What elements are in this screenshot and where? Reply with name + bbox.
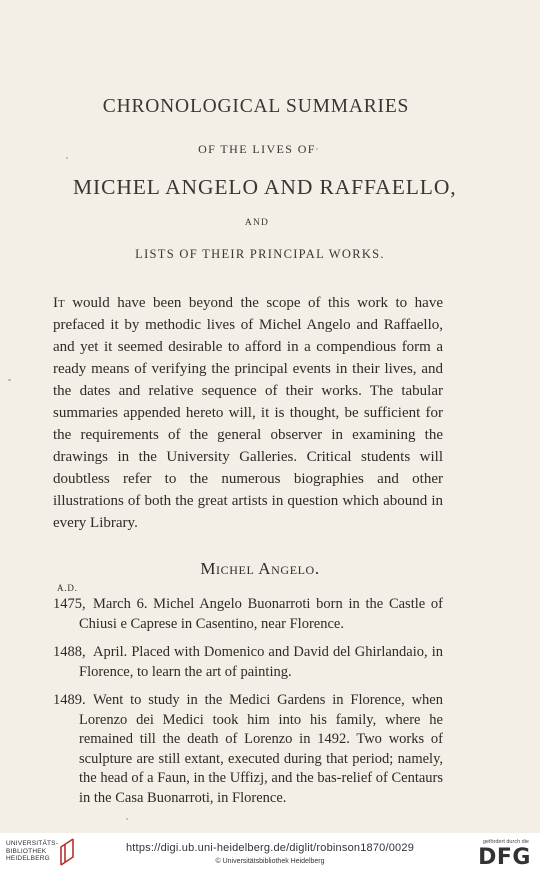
title-line-4: AND	[244, 218, 270, 228]
entry-date: 1475,	[53, 596, 86, 612]
title-line-2: OF THE LIVES OF	[198, 142, 316, 156]
paper-speck	[8, 379, 11, 381]
title-line-3: MICHEL ANGELO AND RAFFAELLO,	[73, 175, 457, 199]
footer-bar	[0, 833, 540, 875]
paper-speck	[316, 148, 318, 150]
copyright-text: © Universitätsbibliothek Heidelberg	[215, 858, 325, 865]
intro-lead-word: It	[53, 295, 65, 311]
title-line-5: LISTS OF THEIR PRINCIPAL WORKS.	[135, 247, 385, 261]
page-content	[53, 96, 457, 817]
paper-speck	[66, 157, 68, 159]
entry-text: March 6. Michel Angelo Buonarroti born in the Castle of Chiusi e Caprese in Casentino, near Florence.	[79, 596, 443, 632]
era-label: A.D.	[57, 583, 78, 593]
entry-text: Went to study in the Medici Gardens in Florence, when Lorenzo dei Medici took him into his family, where he remained till the death of Lorenzo in 1492. Two works of sculpture are still extant, executed during that period; namely, the head of a Faun, in the Uffizj, and the bas-relief of Centaurs in the Casa Buonarroti, in Florence.	[79, 692, 443, 806]
chronology-entry	[53, 691, 443, 808]
source-url-link[interactable]: https://digi.ub.uni-heidelberg.de/diglit/robinson1870/0029	[125, 842, 415, 854]
title-line-1: CHRONOLOGICAL SUMMARIES	[102, 96, 410, 117]
funding-note: gefördert durch die	[482, 839, 529, 845]
chronology-entry	[53, 643, 443, 682]
paper-speck	[126, 818, 128, 820]
chronology-entry	[53, 595, 443, 634]
intro-text: would have been beyond the scope of this work to have prefaced it by methodic lives of Michel Angelo and Raffaello, and yet it seemed desirable to afford in a compendious form a ready means of verifying the principal events in their lives, and the dates and relative sequence of their works. The tabular summaries appended hereto will, it is thought, be sufficient for the requirements of the general observer in examining the drawings in the University Galleries. Critical students will doubtless refer to the numerous biographies and other illustrations of both the great artists in question which abound in every Library.	[53, 295, 443, 531]
intro-paragraph	[53, 292, 443, 534]
library-name-line: BIBLIOTHEK	[6, 847, 47, 855]
dfg-logo: DFG	[478, 845, 531, 870]
library-name-line: HEIDELBERG	[6, 855, 50, 862]
entry-date: 1489.	[53, 692, 86, 708]
entry-text: April. Placed with Domenico and David del Ghirlandaio, in Florence, to learn the art of painting.	[79, 644, 443, 680]
library-name-line: UNIVERSITÄTS-	[6, 840, 59, 847]
section-title: Michel Angelo.	[200, 559, 320, 578]
entry-date: 1488,	[53, 644, 86, 660]
